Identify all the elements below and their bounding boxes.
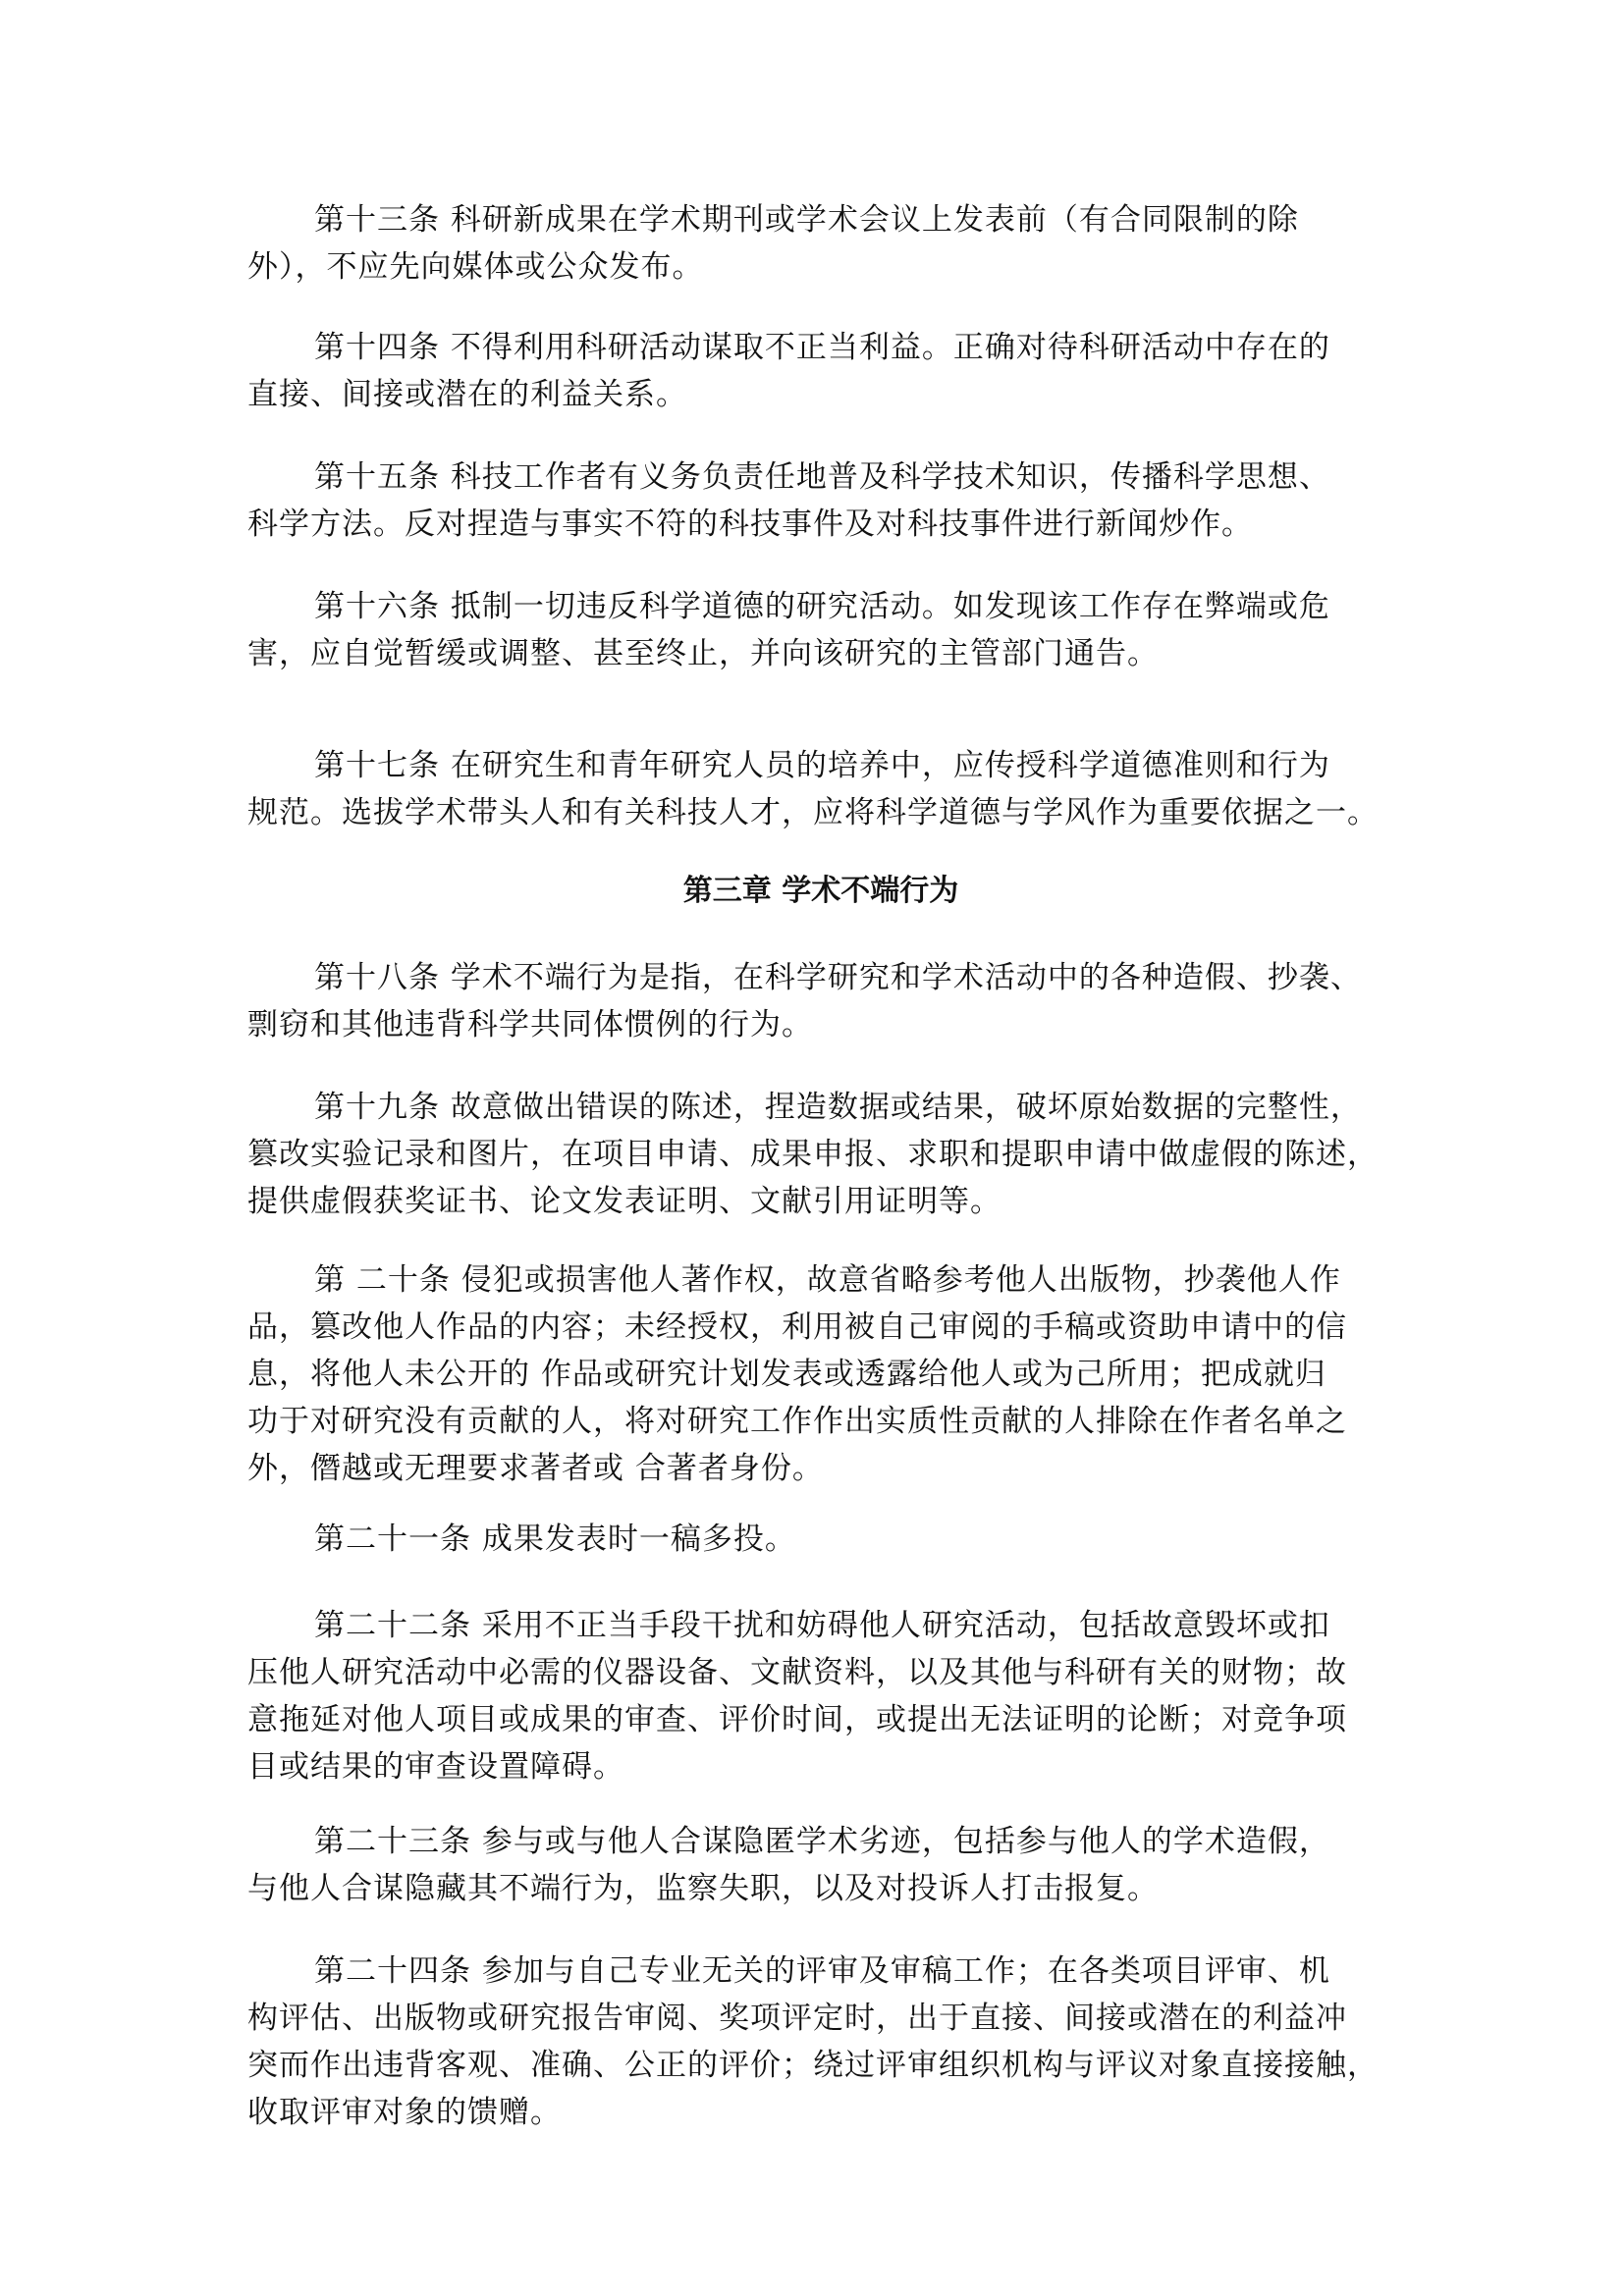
article-19-line-2: 篡改实验记录和图片，在项目申请、成果申报、求职和提职申请中做虚假的陈述，: [247, 1137, 1379, 1172]
article-19: [247, 1084, 1394, 1225]
article-21: [247, 1516, 1394, 1563]
article-16-line-1: 第十六条 抵制一切违反科学道德的研究活动。如发现该工作存在弊端或危: [314, 589, 1330, 624]
article-14-line-2: 直接、间接或潜在的利益关系。: [247, 377, 687, 412]
article-20-line-2: 品，篡改他人作品的内容；未经授权，利用被自己审阅的手稿或资助申请中的信: [247, 1309, 1347, 1345]
article-13: [247, 196, 1394, 291]
article-22: [247, 1602, 1394, 1790]
article-15-line-2: 科学方法。反对捏造与事实不符的科技事件及对科技事件进行新闻炒作。: [247, 507, 1253, 542]
article-17: [247, 742, 1394, 836]
article-22-line-2: 压他人研究活动中必需的仪器设备、文献资料，以及其他与科研有关的财物；故: [247, 1655, 1347, 1690]
article-23: [247, 1818, 1394, 1912]
article-22-line-3: 意拖延对他人项目或成果的审查、评价时间，或提出无法证明的论断；对竞争项: [247, 1702, 1347, 1737]
article-22-line-4: 目或结果的审查设置障碍。: [247, 1749, 624, 1785]
article-20: [247, 1256, 1394, 1492]
article-24-line-3: 突而作出违背客观、准确、公正的评价；绕过评审组织机构与评议对象直接接触，: [247, 2048, 1379, 2083]
article-24-line-1: 第二十四条 参加与自己专业无关的评审及审稿工作；在各类项目评审、机: [314, 1953, 1330, 1989]
article-18-line-1: 第十八条 学术不端行为是指，在科学研究和学术活动中的各种造假、抄袭、: [314, 960, 1362, 995]
article-19-line-3: 提供虚假获奖证书、论文发表证明、文献引用证明等。: [247, 1184, 1001, 1219]
article-18-line-2: 剽窃和其他违背科学共同体惯例的行为。: [247, 1007, 813, 1042]
article-16: [247, 583, 1394, 677]
article-20-line-1: 第 二十条 侵犯或损害他人著作权，故意省略参考他人出版物，抄袭他人作: [314, 1262, 1341, 1298]
article-20-line-5: 外，僭越或无理要求著者或 合著者身份。: [247, 1451, 824, 1486]
article-18: [247, 954, 1394, 1048]
article-24-line-2: 构评估、出版物或研究报告审阅、奖项评定时，出于直接、间接或潜在的利益冲: [247, 2001, 1347, 2036]
article-17-line-1: 第十七条 在研究生和青年研究人员的培养中，应传授科学道德准则和行为: [314, 748, 1330, 783]
article-23-line-2: 与他人合谋隐藏其不端行为，监察失职，以及对投诉人打击报复。: [247, 1871, 1159, 1906]
article-20-line-4: 功于对研究没有贡献的人，将对研究工作作出实质性贡献的人排除在作者名单之: [247, 1404, 1347, 1439]
article-13-line-1: 第十三条 科研新成果在学术期刊或学术会议上发表前（有合同限制的除: [314, 202, 1299, 238]
article-15: [247, 454, 1394, 548]
article-13-line-2: 外），不应先向媒体或公众发布。: [247, 249, 704, 285]
article-24-line-4: 收取评审对象的馈赠。: [247, 2095, 562, 2130]
article-24: [247, 1948, 1394, 2136]
article-14: [247, 324, 1394, 418]
article-22-line-1: 第二十二条 采用不正当手段干扰和妨碍他人研究活动，包括故意毁坏或扣: [314, 1608, 1330, 1643]
article-15-line-1: 第十五条 科技工作者有义务负责任地普及科学技术知识，传播科学思想、: [314, 459, 1330, 495]
article-14-line-1: 第十四条 不得利用科研活动谋取不正当利益。正确对待科研活动中存在的: [314, 330, 1330, 365]
article-16-line-2: 害，应自觉暂缓或调整、甚至终止，并向该研究的主管部门通告。: [247, 636, 1159, 671]
article-23-line-1: 第二十三条 参与或与他人合谋隐匿学术劣迹，包括参与他人的学术造假，: [314, 1824, 1330, 1859]
article-17-line-2: 规范。选拔学术带头人和有关科技人才，应将科学道德与学风作为重要依据之一。: [247, 795, 1379, 830]
article-21-line-1: 第二十一条 成果发表时一稿多投。: [314, 1522, 796, 1557]
article-19-line-1: 第十九条 故意做出错误的陈述，捏造数据或结果，破坏原始数据的完整性，: [314, 1090, 1362, 1125]
article-20-line-3: 息，将他人未公开的 作品或研究计划发表或透露给他人或为己所用；把成就归: [247, 1357, 1326, 1392]
chapter-3-heading: 第三章 学术不端行为: [682, 874, 959, 908]
